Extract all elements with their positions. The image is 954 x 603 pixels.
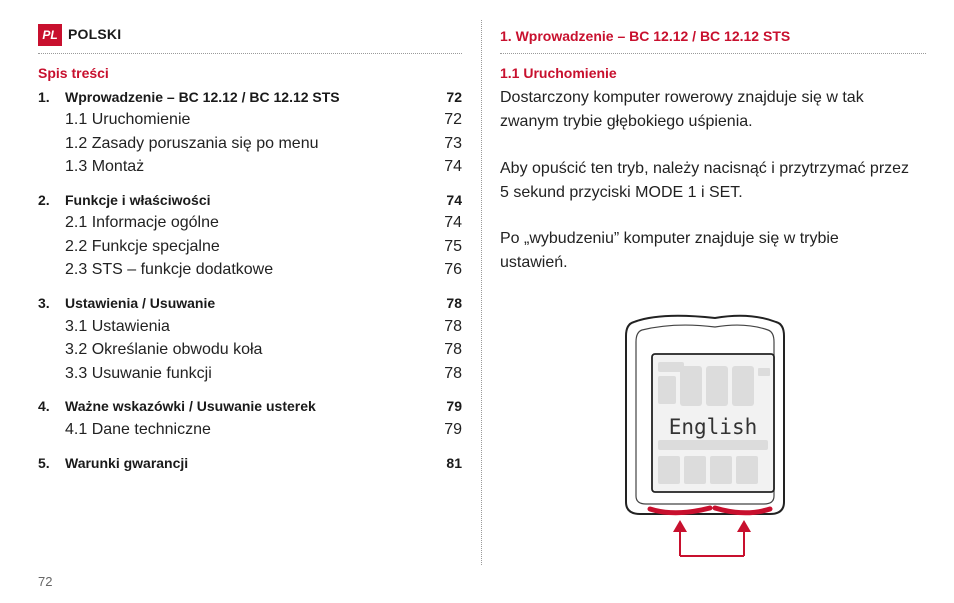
toc-section-title: Warunki gwarancji <box>65 455 189 471</box>
toc-item-page: 74 <box>444 214 462 231</box>
header-divider-right <box>500 53 926 54</box>
toc-section-title: Funkcje i właściwości <box>65 192 211 208</box>
language-label: POLSKI <box>68 26 122 42</box>
toc-item-1-2[interactable] <box>38 135 462 155</box>
arrow-up-icon <box>673 520 687 532</box>
language-badge: PL <box>38 24 62 46</box>
toc-section-3[interactable] <box>38 295 462 315</box>
toc-section-page: 78 <box>446 295 462 311</box>
toc-item-page: 75 <box>444 238 462 255</box>
toc-section-2[interactable] <box>38 192 462 212</box>
toc-section-4[interactable] <box>38 398 462 418</box>
toc-item-title: 3.3 Usuwanie funkcji <box>65 365 212 382</box>
toc-item-title: 4.1 Dane techniczne <box>65 421 211 438</box>
lcd-display-text: English <box>668 415 758 439</box>
toc-section-5[interactable] <box>38 455 462 475</box>
toc-item-page: 74 <box>444 158 462 175</box>
toc-section-page: 74 <box>446 192 462 208</box>
right-header-title: 1. Wprowadzenie – BC 12.12 / BC 12.12 STS <box>500 28 791 44</box>
toc-section-title: Ważne wskazówki / Usuwanie usterek <box>65 398 316 414</box>
toc-section-number: 1. <box>38 89 50 105</box>
paragraph-3: Po „wybudzeniu” komputer znajduje się w trybie ustawień. <box>500 230 839 271</box>
toc-item-1-1[interactable] <box>38 111 462 131</box>
toc-section-title: Wprowadzenie – BC 12.12 / BC 12.12 STS <box>65 89 340 105</box>
toc-item-page: 72 <box>444 111 462 128</box>
toc-item-title: 3.2 Określanie obwodu koła <box>65 341 263 358</box>
toc-section-number: 4. <box>38 398 50 414</box>
toc-item-page: 73 <box>444 135 462 152</box>
toc-item-page: 76 <box>444 261 462 278</box>
toc-item-title: 3.1 Ustawienia <box>65 318 170 335</box>
toc-item-2-1[interactable] <box>38 214 462 234</box>
toc-item-title: 2.1 Informacje ogólne <box>65 214 219 231</box>
toc-item-page: 78 <box>444 365 462 382</box>
header-divider-left <box>38 53 462 54</box>
toc-item-3-1[interactable] <box>38 318 462 338</box>
toc-item-4-1[interactable] <box>38 421 462 441</box>
toc-item-2-2[interactable] <box>38 238 462 258</box>
column-divider <box>481 20 482 565</box>
bike-computer-illustration <box>620 310 790 572</box>
toc-section-1[interactable] <box>38 89 462 109</box>
toc-section-page: 79 <box>446 398 462 414</box>
paragraph-2: Aby opuścić ten tryb, należy nacisnąć i przytrzymać przez 5 sekund przyciski MODE 1 i SET. <box>500 160 910 201</box>
toc-section-number: 3. <box>38 295 50 311</box>
toc-section-number: 2. <box>38 192 50 208</box>
paragraph-1: Dostarczony komputer rowerowy znajduje się w tak zwanym trybie głębokiego uśpienia. <box>500 89 864 130</box>
arrow-up-icon <box>737 520 751 532</box>
toc-item-3-3[interactable] <box>38 365 462 385</box>
toc-section-number: 5. <box>38 455 50 471</box>
toc-section-page: 72 <box>446 89 462 105</box>
toc-item-title: 1.1 Uruchomienie <box>65 111 191 128</box>
toc-item-title: 1.3 Montaż <box>65 158 145 175</box>
toc-item-title: 2.2 Funkcje specjalne <box>65 238 220 255</box>
toc-item-page: 79 <box>444 421 462 438</box>
toc-item-page: 78 <box>444 318 462 335</box>
page-number: 72 <box>38 574 53 589</box>
toc-item-title: 1.2 Zasady poruszania się po menu <box>65 135 319 152</box>
toc-item-2-3[interactable] <box>38 261 462 281</box>
section-subtitle: 1.1 Uruchomienie <box>500 65 617 81</box>
toc-item-1-3[interactable] <box>38 158 462 178</box>
toc-item-page: 78 <box>444 341 462 358</box>
toc-section-title: Ustawienia / Usuwanie <box>65 295 216 311</box>
press-both-buttons-arrows <box>680 528 744 556</box>
toc-title: Spis treści <box>38 65 109 81</box>
toc-item-3-2[interactable] <box>38 341 462 361</box>
toc-section-page: 81 <box>446 455 462 471</box>
toc-item-title: 2.3 STS – funkcje dodatkowe <box>65 261 274 278</box>
